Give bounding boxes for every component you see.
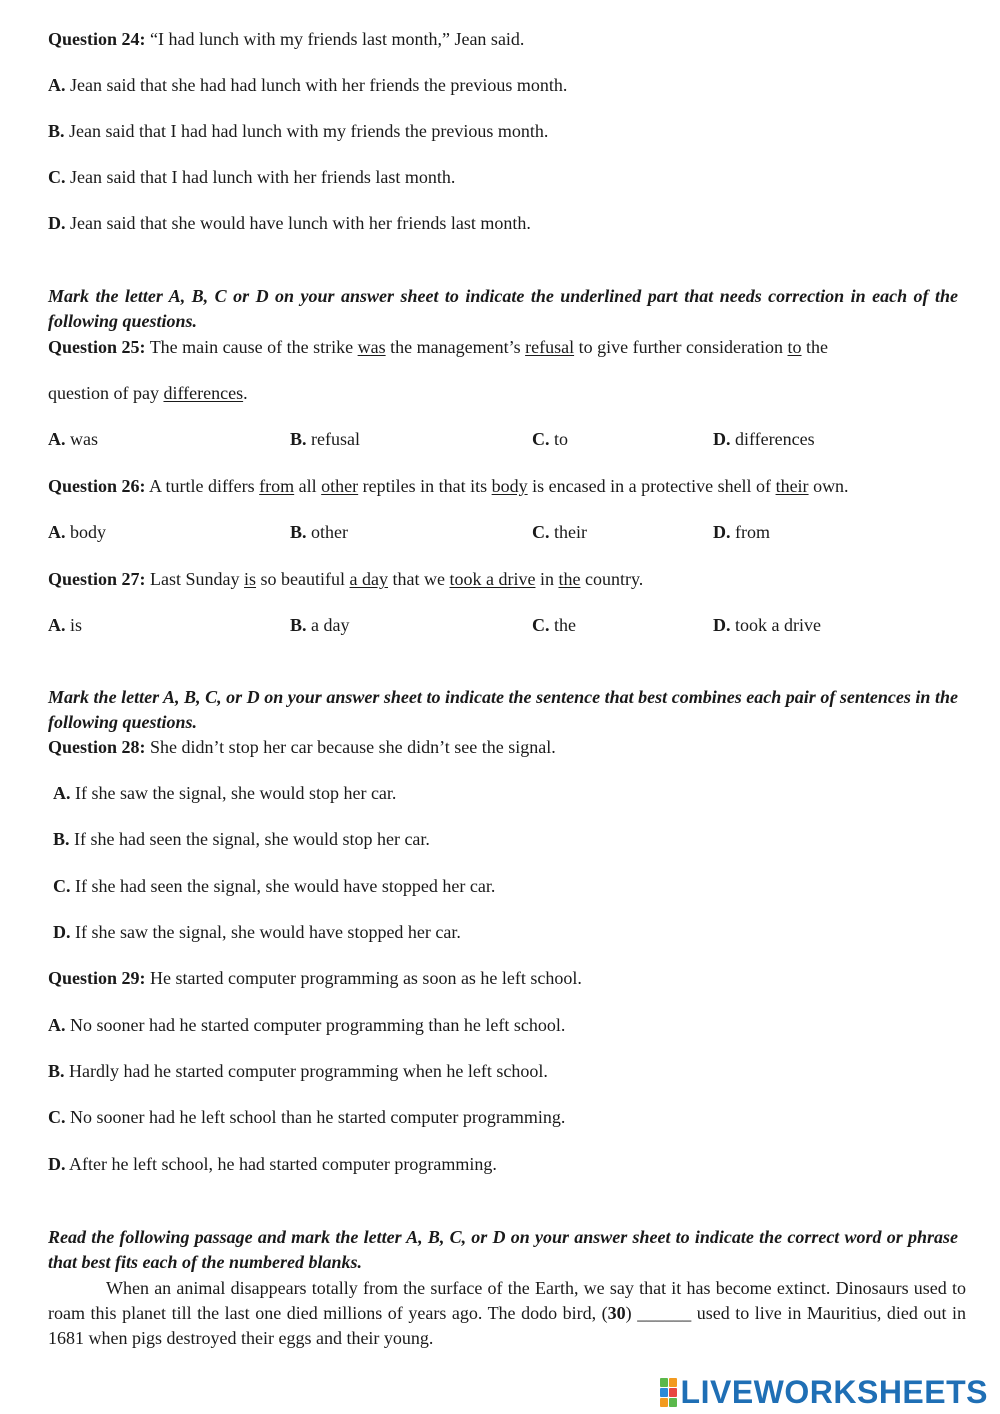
text-segment: that we	[388, 569, 450, 589]
section-instruction-reading-cloze: Read the following passage and mark the letter A, B, C, or D on your answer sheet to indicate the correct word or phrase that best fits each of the numbered blanks.	[48, 1227, 958, 1272]
option-d[interactable]	[713, 428, 815, 450]
option-text: After he left school, he had started computer programming.	[65, 1154, 497, 1174]
option-text: took a drive	[730, 615, 821, 635]
option-text: If she had seen the signal, she would have stopped her car.	[70, 876, 496, 896]
text-segment: in	[535, 569, 559, 589]
underlined-part: took a drive	[449, 569, 536, 589]
option-d[interactable]	[48, 1153, 497, 1175]
option-text: the	[549, 615, 576, 635]
option-b[interactable]	[53, 828, 430, 850]
option-letter: A.	[48, 429, 66, 449]
option-text: Hardly had he started computer programming when he left school.	[64, 1061, 548, 1081]
question-text: She didn’t stop her car because she didn’t see the signal.	[145, 737, 556, 757]
section-instruction-error-identification: Mark the letter A, B, C or D on your answer sheet to indicate the underlined part that needs correction in each of the following questions.	[48, 286, 958, 331]
option-letter: D.	[48, 213, 66, 233]
option-d[interactable]	[53, 921, 461, 943]
option-text: No sooner had he started computer programming than he left school.	[65, 1015, 566, 1035]
underlined-part: a day	[349, 569, 388, 589]
option-letter: B.	[48, 121, 65, 141]
option-a[interactable]	[48, 74, 567, 96]
text-segment: to give further consideration	[574, 337, 788, 357]
text-segment: Last Sunday	[145, 569, 245, 589]
text-segment: A turtle differs	[145, 476, 260, 496]
underlined-part: refusal	[525, 337, 575, 357]
text-segment: own.	[808, 476, 849, 496]
option-a[interactable]	[48, 1014, 565, 1036]
option-c[interactable]	[532, 428, 568, 450]
underlined-part: body	[491, 476, 528, 496]
underlined-part: is	[244, 569, 257, 589]
option-letter: C.	[48, 1107, 66, 1127]
question-27	[48, 568, 643, 590]
option-text: from	[730, 522, 770, 542]
underlined-part: to	[787, 337, 802, 357]
option-text: body	[65, 522, 106, 542]
section-instruction-sentence-combination: Mark the letter A, B, C, or D on your answer sheet to indicate the sentence that best combines each pair of sentences in the following questions.	[48, 687, 958, 732]
option-letter: D.	[713, 615, 731, 635]
option-b[interactable]	[290, 521, 348, 543]
option-letter: C.	[53, 876, 71, 896]
text-segment: all	[294, 476, 322, 496]
text-segment: .	[243, 383, 248, 403]
logo-text: LIVEWORKSHEETS	[680, 1374, 988, 1410]
liveworksheets-logo	[660, 1374, 988, 1411]
option-a[interactable]	[48, 614, 82, 636]
option-c[interactable]	[48, 166, 455, 188]
underlined-part: from	[259, 476, 295, 496]
text-segment: is encased in a protective shell of	[527, 476, 776, 496]
underlined-part: was	[357, 337, 386, 357]
blank-number: 30	[607, 1303, 626, 1323]
question-label: Question 27:	[48, 569, 146, 589]
question-28	[48, 736, 556, 758]
option-d[interactable]	[713, 614, 821, 636]
text-segment: so beautiful	[256, 569, 350, 589]
option-c[interactable]	[48, 1106, 565, 1128]
question-text: He started computer programming as soon as he left school.	[145, 968, 582, 988]
question-26	[48, 475, 849, 497]
option-letter: C.	[532, 429, 550, 449]
option-b[interactable]	[48, 1060, 548, 1082]
option-text: Jean said that she had had lunch with her friends the previous month.	[65, 75, 568, 95]
option-letter: D.	[53, 922, 71, 942]
option-b[interactable]	[290, 614, 350, 636]
question-label: Question 26:	[48, 476, 146, 496]
option-letter: B.	[48, 1061, 65, 1081]
text-segment: The main cause of the strike	[145, 337, 358, 357]
option-letter: D.	[713, 522, 731, 542]
question-label: Question 24:	[48, 29, 146, 49]
option-a[interactable]	[53, 782, 396, 804]
question-label: Question 28:	[48, 737, 146, 757]
option-text: to	[549, 429, 569, 449]
option-letter: C.	[48, 167, 66, 187]
option-b[interactable]	[290, 428, 360, 450]
option-text: their	[549, 522, 587, 542]
text-segment: question of pay	[48, 383, 164, 403]
option-text: differences	[730, 429, 815, 449]
text-segment: the	[801, 337, 829, 357]
option-text: was	[65, 429, 98, 449]
option-letter: A.	[48, 75, 66, 95]
option-c[interactable]	[532, 521, 587, 543]
question-24	[48, 28, 524, 50]
option-letter: C.	[532, 522, 550, 542]
text-segment: country.	[580, 569, 644, 589]
logo-blocks-icon	[660, 1378, 677, 1407]
passage-text: ) ______ used to live in Mauritius, died out in 1681 when pigs destroyed their eggs and their young.	[48, 1303, 966, 1348]
option-text: No sooner had he left school than he started computer programming.	[65, 1107, 566, 1127]
option-text: If she saw the signal, she would have stopped her car.	[70, 922, 461, 942]
option-letter: D.	[713, 429, 731, 449]
option-text: is	[65, 615, 83, 635]
question-label: Question 25:	[48, 337, 146, 357]
option-text: other	[306, 522, 348, 542]
option-a[interactable]	[48, 521, 106, 543]
underlined-part: the	[558, 569, 581, 589]
option-letter: A.	[48, 522, 66, 542]
question-25-continued	[48, 382, 248, 404]
option-text: a day	[306, 615, 350, 635]
option-c[interactable]	[532, 614, 576, 636]
option-letter: D.	[48, 1154, 66, 1174]
option-letter: B.	[53, 829, 70, 849]
passage-text: When an animal disappears totally from the surface of the Earth, we say that it has become extinct. Dinosaurs used to roam this planet till the last one died millions of years ago. The dodo bird, (	[48, 1278, 966, 1323]
text-segment: reptiles in that its	[358, 476, 492, 496]
option-text: If she had seen the signal, she would stop her car.	[69, 829, 430, 849]
option-d[interactable]	[713, 521, 770, 543]
option-b[interactable]	[48, 120, 548, 142]
text-segment: the management’s	[385, 337, 526, 357]
option-letter: B.	[290, 522, 307, 542]
option-letter: A.	[48, 1015, 66, 1035]
option-c[interactable]	[53, 875, 495, 897]
option-letter: A.	[53, 783, 71, 803]
option-text: refusal	[306, 429, 360, 449]
option-text: If she saw the signal, she would stop her car.	[70, 783, 397, 803]
option-d[interactable]	[48, 212, 531, 234]
option-letter: C.	[532, 615, 550, 635]
option-a[interactable]	[48, 428, 98, 450]
question-text: “I had lunch with my friends last month,” Jean said.	[145, 29, 525, 49]
question-25	[48, 336, 828, 358]
underlined-part: their	[775, 476, 809, 496]
underlined-part: differences	[163, 383, 244, 403]
underlined-part: other	[321, 476, 359, 496]
question-29	[48, 967, 582, 989]
question-label: Question 29:	[48, 968, 146, 988]
option-letter: A.	[48, 615, 66, 635]
option-letter: B.	[290, 615, 307, 635]
option-text: Jean said that she would have lunch with her friends last month.	[65, 213, 531, 233]
option-text: Jean said that I had lunch with her friends last month.	[65, 167, 456, 187]
option-letter: B.	[290, 429, 307, 449]
reading-passage	[48, 1276, 966, 1351]
option-text: Jean said that I had had lunch with my friends the previous month.	[64, 121, 549, 141]
